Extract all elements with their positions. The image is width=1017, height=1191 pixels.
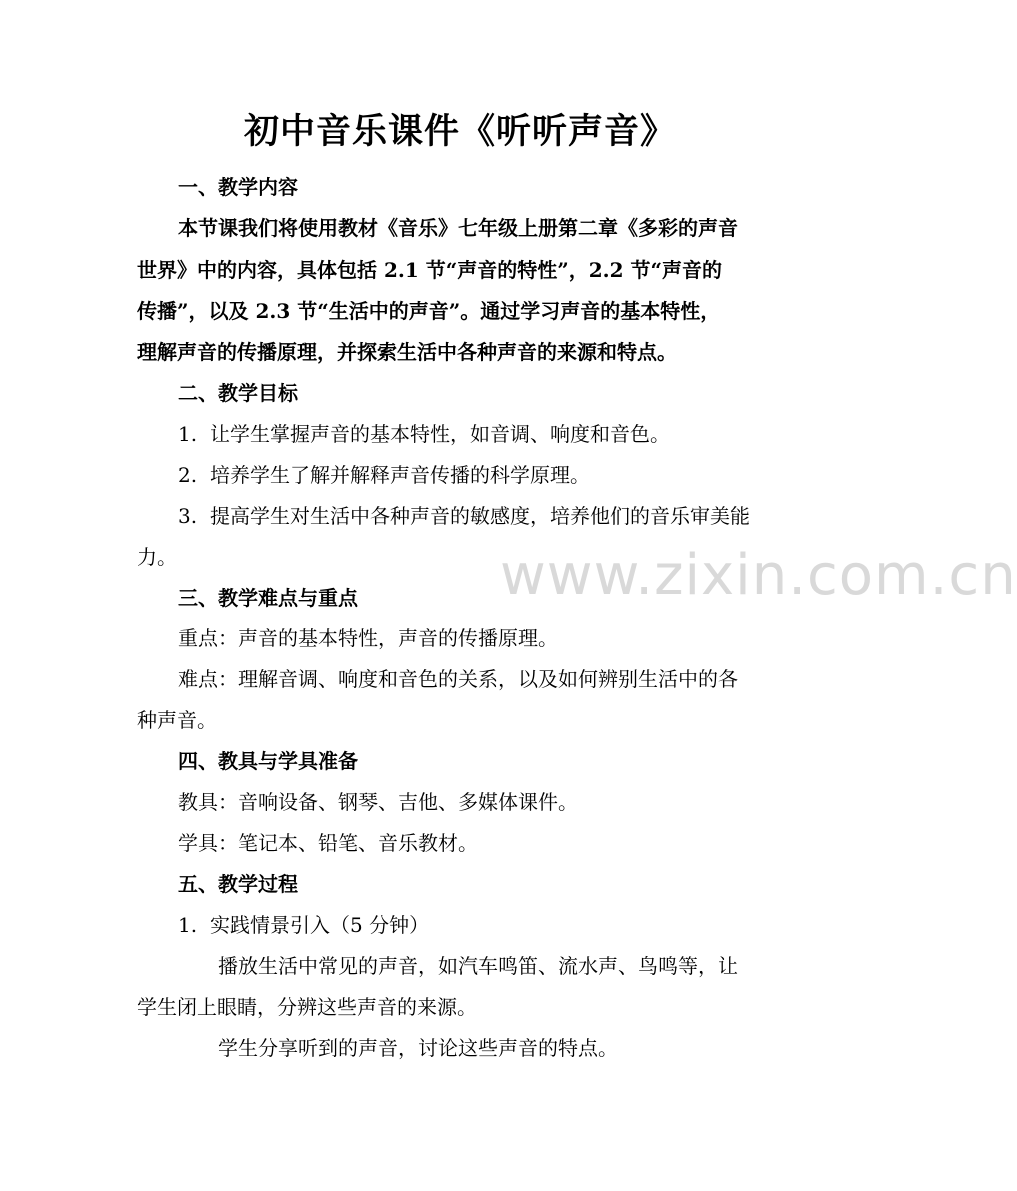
objective-text: 让学生掌握声音的基本特性，如音调、响度和音色。	[210, 422, 670, 446]
objective-number: 1.	[178, 422, 198, 446]
section-heading-content: 一、教学内容	[178, 175, 298, 199]
content-paragraph-line: 传播”，以及 2.3 节“生活中的声音”。通过学习声音的基本特性，	[137, 299, 721, 323]
process-paragraph-continued: 学生闭上眼睛，分辨这些声音的来源。	[137, 995, 477, 1019]
process-step-number: 1.	[178, 913, 198, 937]
difficult-point-text-continued: 种声音。	[137, 708, 217, 732]
teacher-materials-text: 教具：音响设备、钢琴、吉他、多媒体课件。	[178, 790, 578, 814]
objective-text: 提高学生对生活中各种声音的敏感度，培养他们的音乐审美能	[210, 504, 750, 528]
process-paragraph: 播放生活中常见的声音，如汽车鸣笛、流水声、鸟鸣等，让	[218, 954, 738, 978]
difficult-point-text: 难点：理解音调、响度和音色的关系，以及如何辨别生活中的各	[178, 667, 738, 691]
objective-text-continued: 力。	[137, 545, 177, 569]
section-heading-materials: 四、教具与学具准备	[178, 749, 358, 773]
objective-item	[178, 502, 750, 530]
section-heading-objectives: 二、教学目标	[178, 381, 298, 405]
student-materials-text: 学具：笔记本、铅笔、音乐教材。	[178, 831, 478, 855]
process-step	[178, 911, 429, 939]
document-title: 初中音乐课件《听听声音》	[243, 111, 676, 152]
objective-text: 培养学生了解并解释声音传播的科学原理。	[210, 463, 590, 487]
objective-number: 2.	[178, 463, 198, 487]
process-step-title: 实践情景引入（5 分钟）	[210, 913, 430, 937]
key-point-text: 重点：声音的基本特性，声音的传播原理。	[178, 626, 558, 650]
objective-item	[178, 461, 590, 489]
watermark: www.zixin.com.cn	[500, 543, 1017, 608]
content-paragraph-line: 世界》中的内容，具体包括 2.1 节“声音的特性”，2.2 节“声音的	[137, 258, 722, 282]
process-paragraph: 学生分享听到的声音，讨论这些声音的特点。	[218, 1036, 618, 1060]
objective-number: 3.	[178, 504, 198, 528]
objective-item	[178, 420, 670, 448]
content-paragraph-line: 本节课我们将使用教材《音乐》七年级上册第二章《多彩的声音	[178, 216, 738, 240]
section-heading-key-difficult: 三、教学难点与重点	[178, 586, 358, 610]
content-paragraph-line: 理解声音的传播原理，并探索生活中各种声音的来源和特点。	[137, 340, 677, 364]
section-heading-process: 五、教学过程	[178, 872, 298, 896]
